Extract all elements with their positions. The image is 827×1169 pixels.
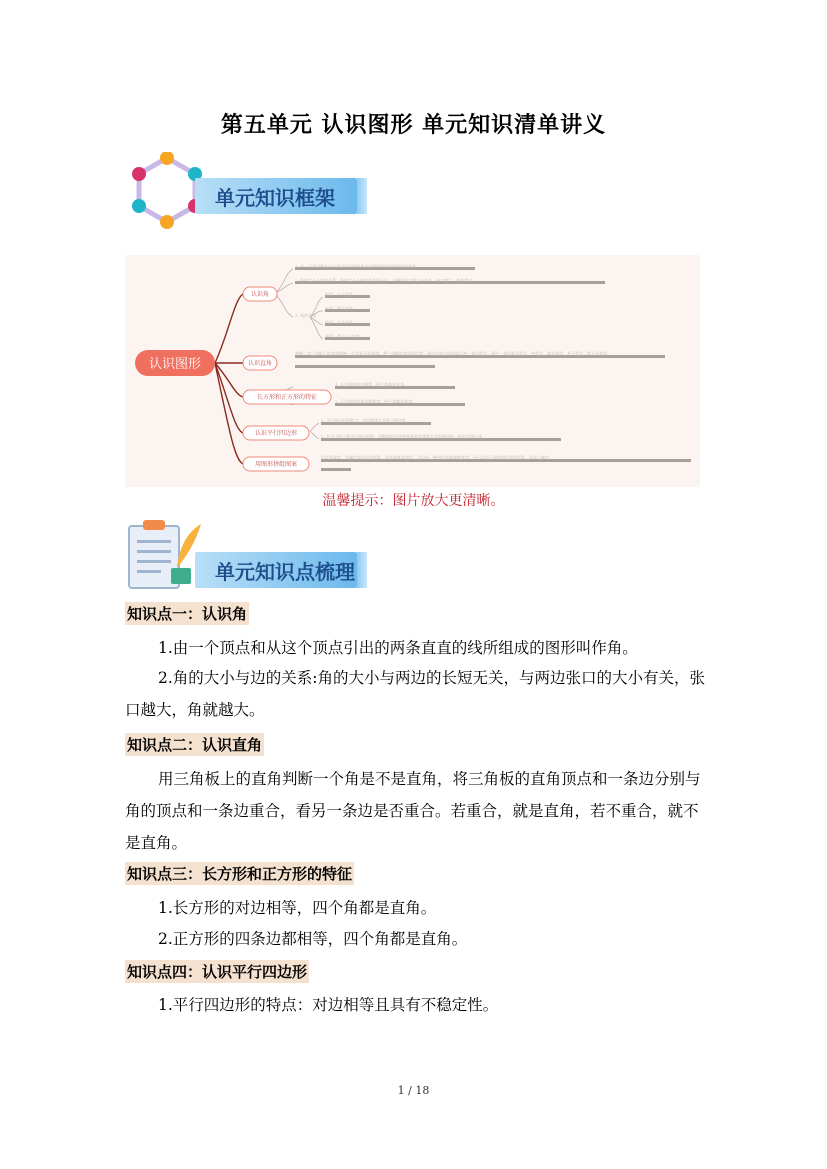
kp3-paragraph-2: 2.正方形的四条边都相等，四个角都是直角。 xyxy=(158,930,468,948)
mindmap-detail: 2. 正方形的四条边都相等，四个角都是直角。 xyxy=(335,399,417,404)
mindmap-branch-2: 认识直角 xyxy=(247,360,272,367)
mindmap-branch-4: 认识平行四边形 xyxy=(254,430,297,437)
mindmap-detail: 钝角：大于直角 xyxy=(325,320,353,325)
mindmap-center-node: 认识图形 xyxy=(148,357,201,372)
mindmap-detail: 1. 平行四边形的特点：对边相等且具有不稳定性。 xyxy=(321,418,411,423)
kp3-paragraph-1: 1.长方形的对边相等，四个角都是直角。 xyxy=(158,899,437,917)
kp2-heading: 知识点二：认识直角 xyxy=(125,733,264,756)
kp4-paragraph-1: 1.平行四边形的特点：对边相等且具有不稳定性。 xyxy=(158,996,499,1014)
zoom-tip: 温馨提示：图片放大更清晰。 xyxy=(322,493,505,509)
mindmap-detail: 设计图案时，先确定要设计的图案，再选择基本图形，可以选一种图形有规律地排列，还可以用不同的图形拼组图案，再涂上颜色。 xyxy=(321,455,553,460)
mindmap-detail: 3. 角的分类 xyxy=(295,313,317,318)
mindmap-branch-3: 长方形和正方形的特征 xyxy=(256,394,317,401)
section-banner-knowledge xyxy=(125,552,375,592)
kp1-paragraph-2: 2.角的大小与边的关系:角的大小与两边的长短无关，与两边张口的大小有关，张口越大，角就越大。 xyxy=(125,669,706,719)
mindmap-branch-1: 认识角 xyxy=(250,291,269,298)
mindmap-detail: 2. 角的大小与边的关系：角的大小与两边的长短无关，与两边张口的大小有关，张口越大，角就越大。 xyxy=(295,278,477,283)
kp2-paragraph-1: 用三角板上的直角判断一个角是不是直角，将三角板的直角顶点和一条边分别与角的顶点和一条边重合，看另一条边是否重合。若重合，就是直角，若不重合，就不是直角。 xyxy=(125,770,701,852)
mindmap-detail: 2. 在点子图上画平行四边形时，用数格的方法把两条长度相等且方向相同的一组对边画出来。 xyxy=(321,434,487,439)
section-label: 单元知识框架 xyxy=(215,186,335,210)
mindmap-detail: 平角：等于2个直角 xyxy=(325,334,360,339)
kp4-heading: 知识点四：认识平行四边形 xyxy=(125,960,309,983)
mindmap-detail: 1. 长方形的对边相等，四个角都是直角。 xyxy=(335,382,409,387)
mindmap-detail: 判断：用三角板上的直角判断一个角是不是直角。将三角板的直角顶点和一条边分别与角的顶点和一条边重合，看另一条边是否重合。若重合，就是直角，若不重合，就不是直角。 xyxy=(295,351,611,356)
section-label: 单元知识点梳理 xyxy=(215,560,355,584)
mindmap-branch-5: 用图形拼组图案 xyxy=(254,461,297,468)
mindmap-detail: 锐角：小于直角 xyxy=(325,292,353,297)
mindmap-detail: 1. 由一个顶点和从这个顶点引出的两条直直的线所组成的图形叫作角。 xyxy=(295,264,421,269)
kp1-heading: 知识点一：认识角 xyxy=(125,602,249,625)
kp1-paragraph-1: 1.由一个顶点和从这个顶点引出的两条直直的线所组成的图形叫作角。 xyxy=(158,639,638,657)
section-banner-framework xyxy=(125,178,375,218)
page-number: 1 / 18 xyxy=(397,1084,430,1097)
mindmap-image xyxy=(125,255,700,487)
page-title: 第五单元 认识图形 单元知识清单讲义 xyxy=(220,113,607,138)
kp3-heading: 知识点三：长方形和正方形的特征 xyxy=(125,862,354,885)
mindmap-detail: 直角：等于直角 xyxy=(325,306,353,311)
